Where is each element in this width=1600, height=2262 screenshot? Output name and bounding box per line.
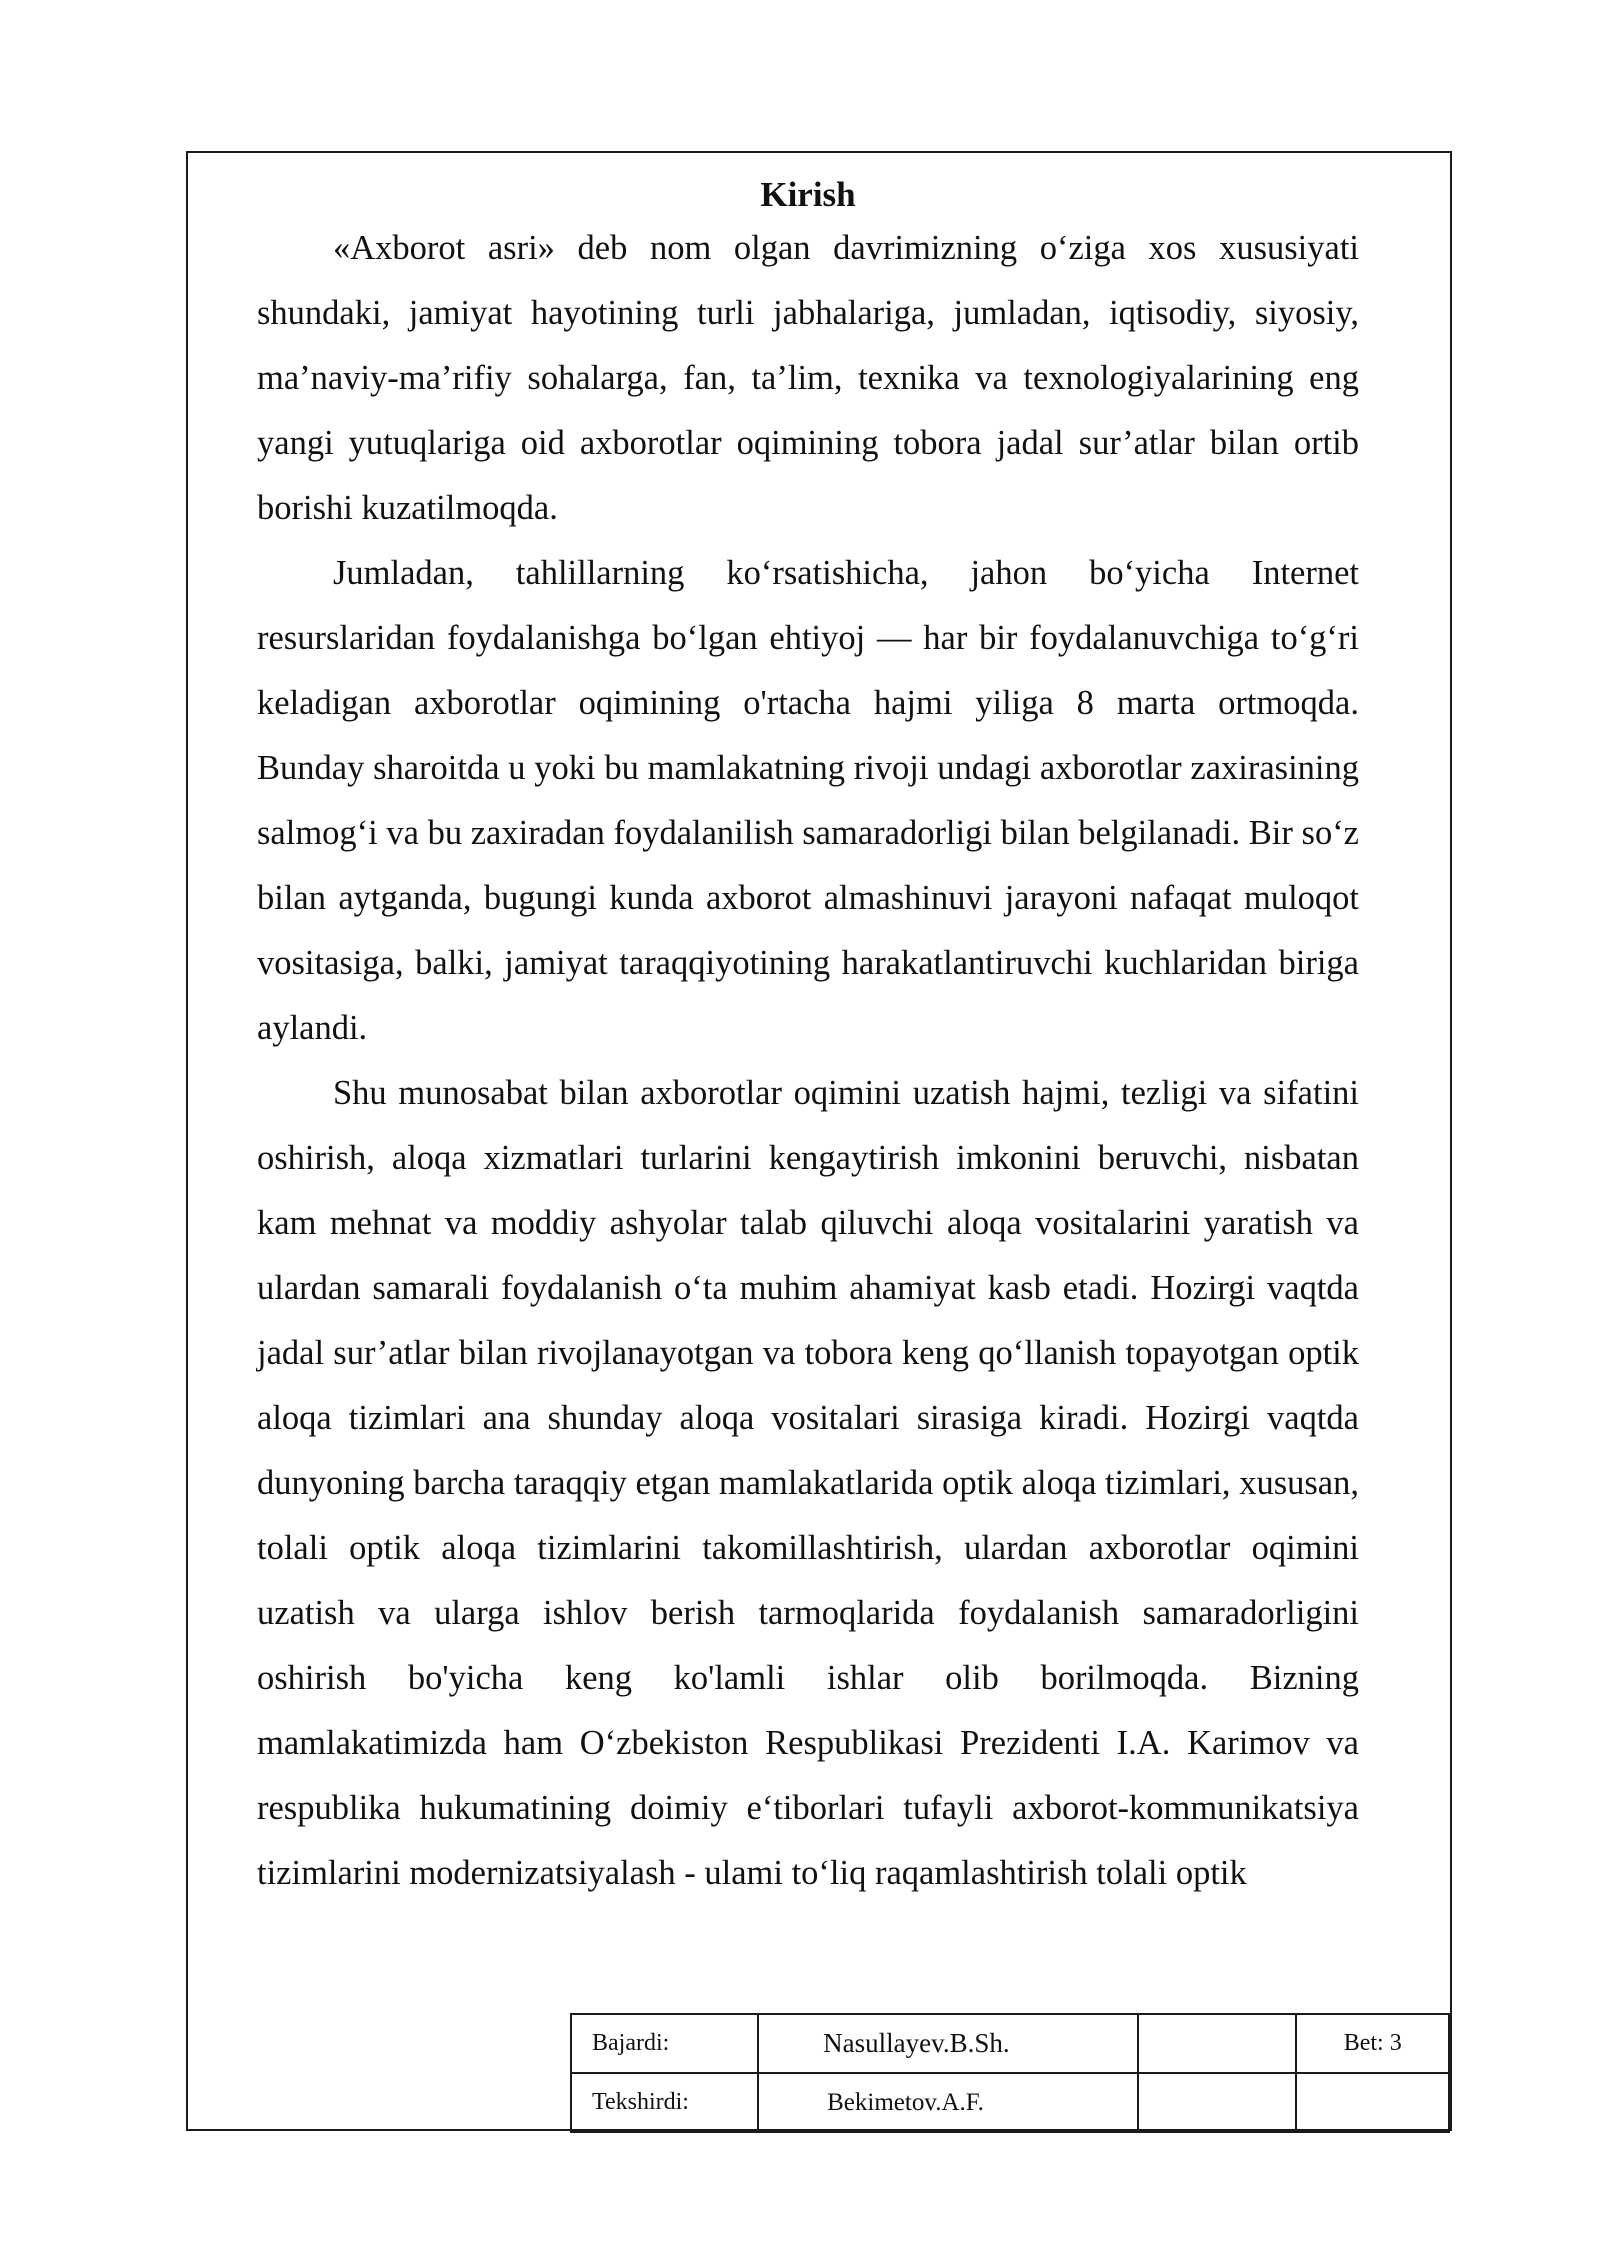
title-block-stamp (570, 2013, 1450, 2133)
paragraph-3: Shu munosabat bilan axborotlar oqimini uzatish hajmi, tezligi va sifatini oshirish, aloqa xizmatlari turlarini kengaytirish imkonini beruvchi, nisbatan kam mehnat va moddiy ashyolar talab qiluvchi aloqa vositalarini yaratish va ulardan samarali foydalanish o‘ta muhim ahamiyat kasb etadi. Hozirgi vaqtda jadal sur’atlar bilan rivojlanayotgan va tobora keng qo‘llanish topayotgan optik aloqa tizimlari ana shunday aloqa vositalari sirasiga kiradi. Hozirgi vaqtda dunyoning barcha taraqqiy etgan mamlakatlarida optik aloqa tizimlari, xususan, tolali optik aloqa tizimlarini takomillashtirish, ulardan axborotlar oqimini uzatish va ularga ishlov berish tarmoqlarida foydalanish samaradorligini oshirish bo'yicha keng ko'lamli ishlar olib borilmoqda. Bizning mamlakatimizda ham O‘zbekiston Respublikasi Prezidenti I.A. Karimov va respublika hukumatining doimiy e‘tiborlari tufayli axborot-kommunikatsiya tizimlarini modernizatsiyalash - ulami to‘liq raqamlashtirish tolali optik (257, 1074, 1359, 1892)
stamp-empty-cell (1296, 2073, 1449, 2132)
stamp-row-checked (571, 2073, 1449, 2132)
stamp-empty-cell (1138, 2014, 1296, 2073)
page-frame (186, 151, 1452, 2131)
document-body (257, 153, 1359, 1906)
performed-name: Nasullayev.B.Sh. (758, 2014, 1138, 2073)
document-title: Kirish (760, 175, 856, 214)
checked-label: Tekshirdi: (571, 2073, 758, 2132)
stamp-row-performed (571, 2014, 1449, 2073)
checked-name: Bekimetov.A.F. (758, 2073, 1138, 2132)
paragraph-2: Jumladan, tahlillarning ko‘rsatishicha, jahon bo‘yicha Internet resurslaridan foydalanishga bo‘lgan ehtiyoj — har bir foydalanuvchiga to‘g‘ri keladigan axborotlar oqimining o'rtacha hajmi yiliga 8 marta ortmoqda. Bunday sharoitda u yoki bu mamlakatning rivoji undagi axborotlar zaxirasining salmog‘i va bu zaxiradan foydalanilish samaradorligi bilan belgilanadi. Bir so‘z bilan aytganda, bugungi kunda axborot almashinuvi jarayoni nafaqat muloqot vositasiga, balki, jamiyat taraqqiyotining harakatlantiruvchi kuchlaridan biriga aylandi. (257, 554, 1359, 1047)
performed-label: Bajardi: (571, 2014, 758, 2073)
paragraph-1: «Axborot asri» deb nom olgan davrimizning o‘ziga xos xususiyati shundaki, jamiyat hayotining turli jabhalariga, jumladan, iqtisodiy, siyosiy, ma’naviy-ma’rifiy sohalarga, fan, ta’lim, texnika va texnologiyalarining eng yangi yutuqlariga oid axborotlar oqimining tobora jadal sur’atlar bilan ortib borishi kuzatilmoqda. (257, 229, 1359, 527)
stamp-empty-cell (1138, 2073, 1296, 2132)
page-number: Bet: 3 (1296, 2014, 1449, 2073)
